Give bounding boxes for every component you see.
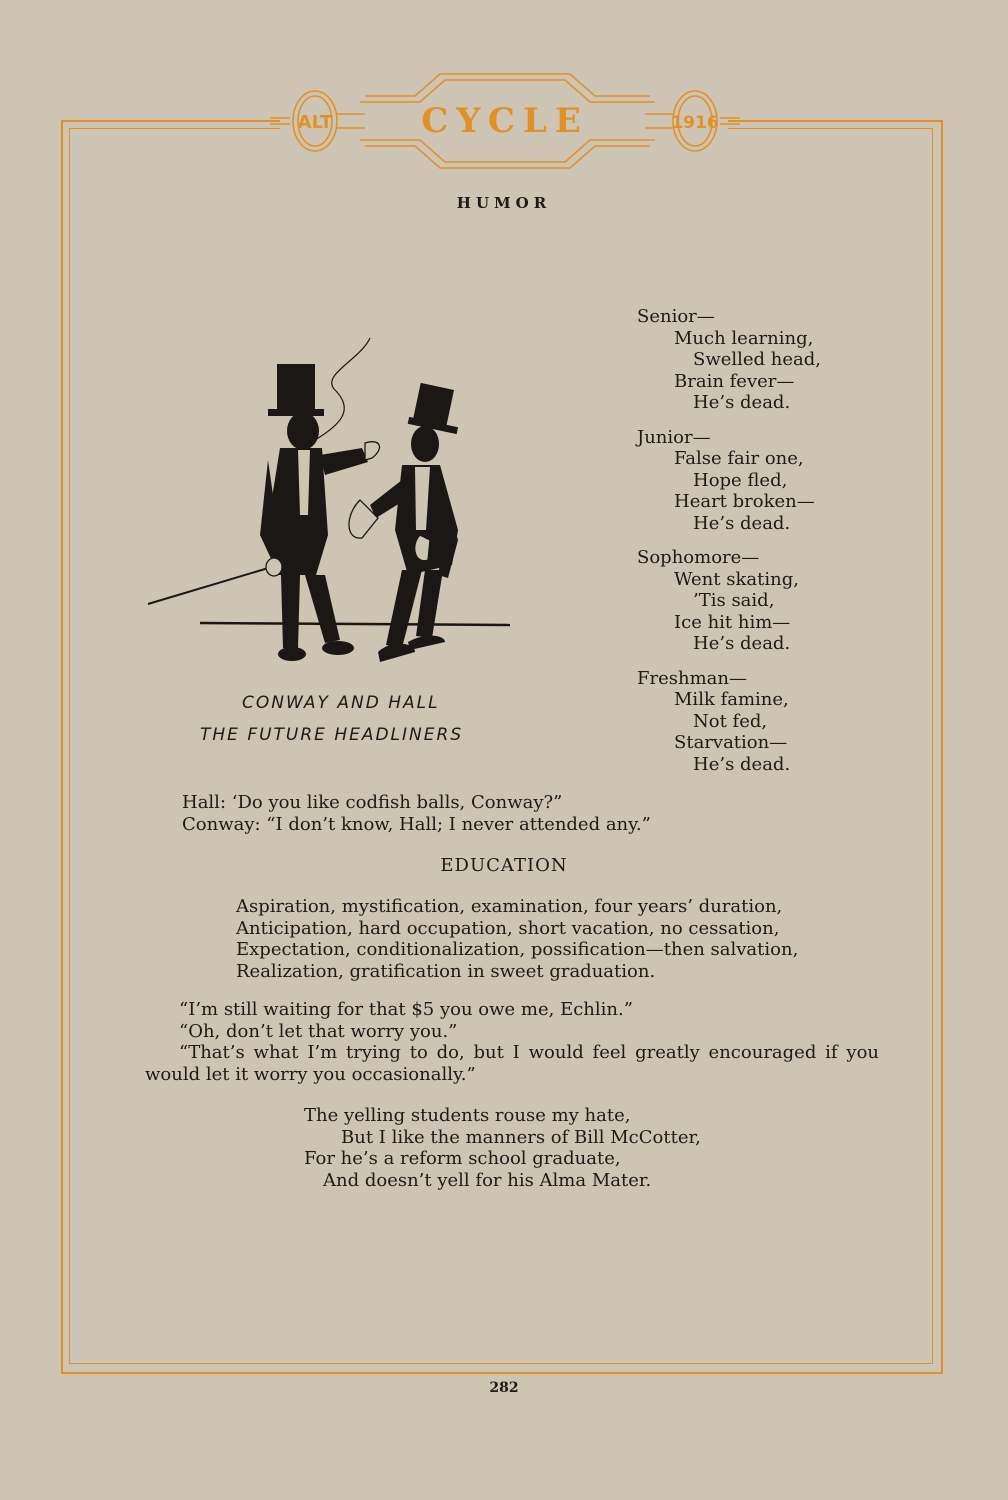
poem-line: Much learning, — [674, 327, 814, 349]
joke-line: “That’s what I’m trying to do, but I would feel greatly encouraged if you would let it worry you occasionally.” — [145, 1042, 879, 1085]
poem-class-line: Sophomore— — [637, 547, 760, 568]
cartoon-caption-headliners: THE FUTURE HEADLINERS — [200, 725, 464, 745]
section-title: HUMOR — [456, 194, 552, 212]
poem-line: He’s dead. — [693, 633, 791, 654]
poem-line: He’s dead. — [693, 753, 791, 775]
echlin-joke — [145, 999, 879, 1085]
education-line: Realization, gratification in sweet graduation. — [236, 960, 656, 982]
year-monogram: 1916 — [671, 113, 719, 133]
joke-line: “Oh, don’t let that worry you.” — [179, 1020, 458, 1042]
verse-line: For he’s a reform school graduate, — [304, 1148, 621, 1169]
poem-line: Milk famine, — [674, 689, 789, 710]
poem-line: Hope fled, — [693, 469, 788, 491]
joke-line: Conway: “I don’t know, Hall; I never attended any.” — [182, 814, 651, 835]
verse-line: And doesn’t yell for his Alma Mater. — [323, 1169, 652, 1191]
poem-line: He’s dead. — [693, 392, 791, 413]
education-title: EDUCATION — [440, 855, 568, 876]
cycle-header-ornament — [270, 70, 740, 170]
education-line: Aspiration, mystification, examination, four years’ duration, — [236, 896, 783, 917]
joke-line: “I’m still waiting for that $5 you owe me, Echlin.” — [179, 999, 633, 1020]
poem-line: False fair one, — [674, 448, 804, 469]
poem-class-line: Senior— — [637, 306, 715, 327]
education-line: Anticipation, hard occupation, short vacation, no cessation, — [236, 917, 780, 939]
cartoon-caption-names: CONWAY AND HALL — [242, 693, 440, 713]
poem-line: ’Tis said, — [693, 590, 775, 611]
class-poem — [637, 306, 937, 788]
poem-line: Heart broken— — [674, 491, 815, 512]
poem-line: Not fed, — [693, 710, 768, 732]
alt-monogram: ALT — [297, 112, 333, 133]
cycle-title: CYCLE — [421, 101, 589, 141]
poem-class-line: Junior— — [637, 426, 711, 448]
poem-line: Went skating, — [674, 568, 799, 590]
page-number: 282 — [489, 1380, 519, 1396]
mccotter-verse — [304, 1105, 701, 1191]
conway-hall-cartoon — [140, 330, 520, 675]
joke-line: Hall: ‘Do you like codfish balls, Conway?” — [182, 792, 563, 813]
verse-line: The yelling students rouse my hate, — [304, 1105, 631, 1126]
stanza-senior — [637, 306, 937, 414]
education-verse — [236, 896, 798, 982]
poem-line: He’s dead. — [693, 512, 791, 534]
verse-line: But I like the manners of Bill McCotter, — [341, 1126, 701, 1148]
education-line: Expectation, conditionalization, possification—then salvation, — [236, 939, 799, 960]
stanza-sophomore — [637, 547, 937, 655]
poem-class-line: Freshman— — [637, 667, 747, 689]
poem-line: Brain fever— — [674, 370, 795, 392]
codfish-joke — [182, 792, 651, 836]
poem-line: Starvation— — [674, 732, 788, 753]
stanza-junior — [637, 427, 937, 535]
poem-line: Ice hit him— — [674, 611, 791, 633]
stanza-freshman — [637, 668, 937, 776]
poem-line: Swelled head, — [693, 349, 822, 370]
